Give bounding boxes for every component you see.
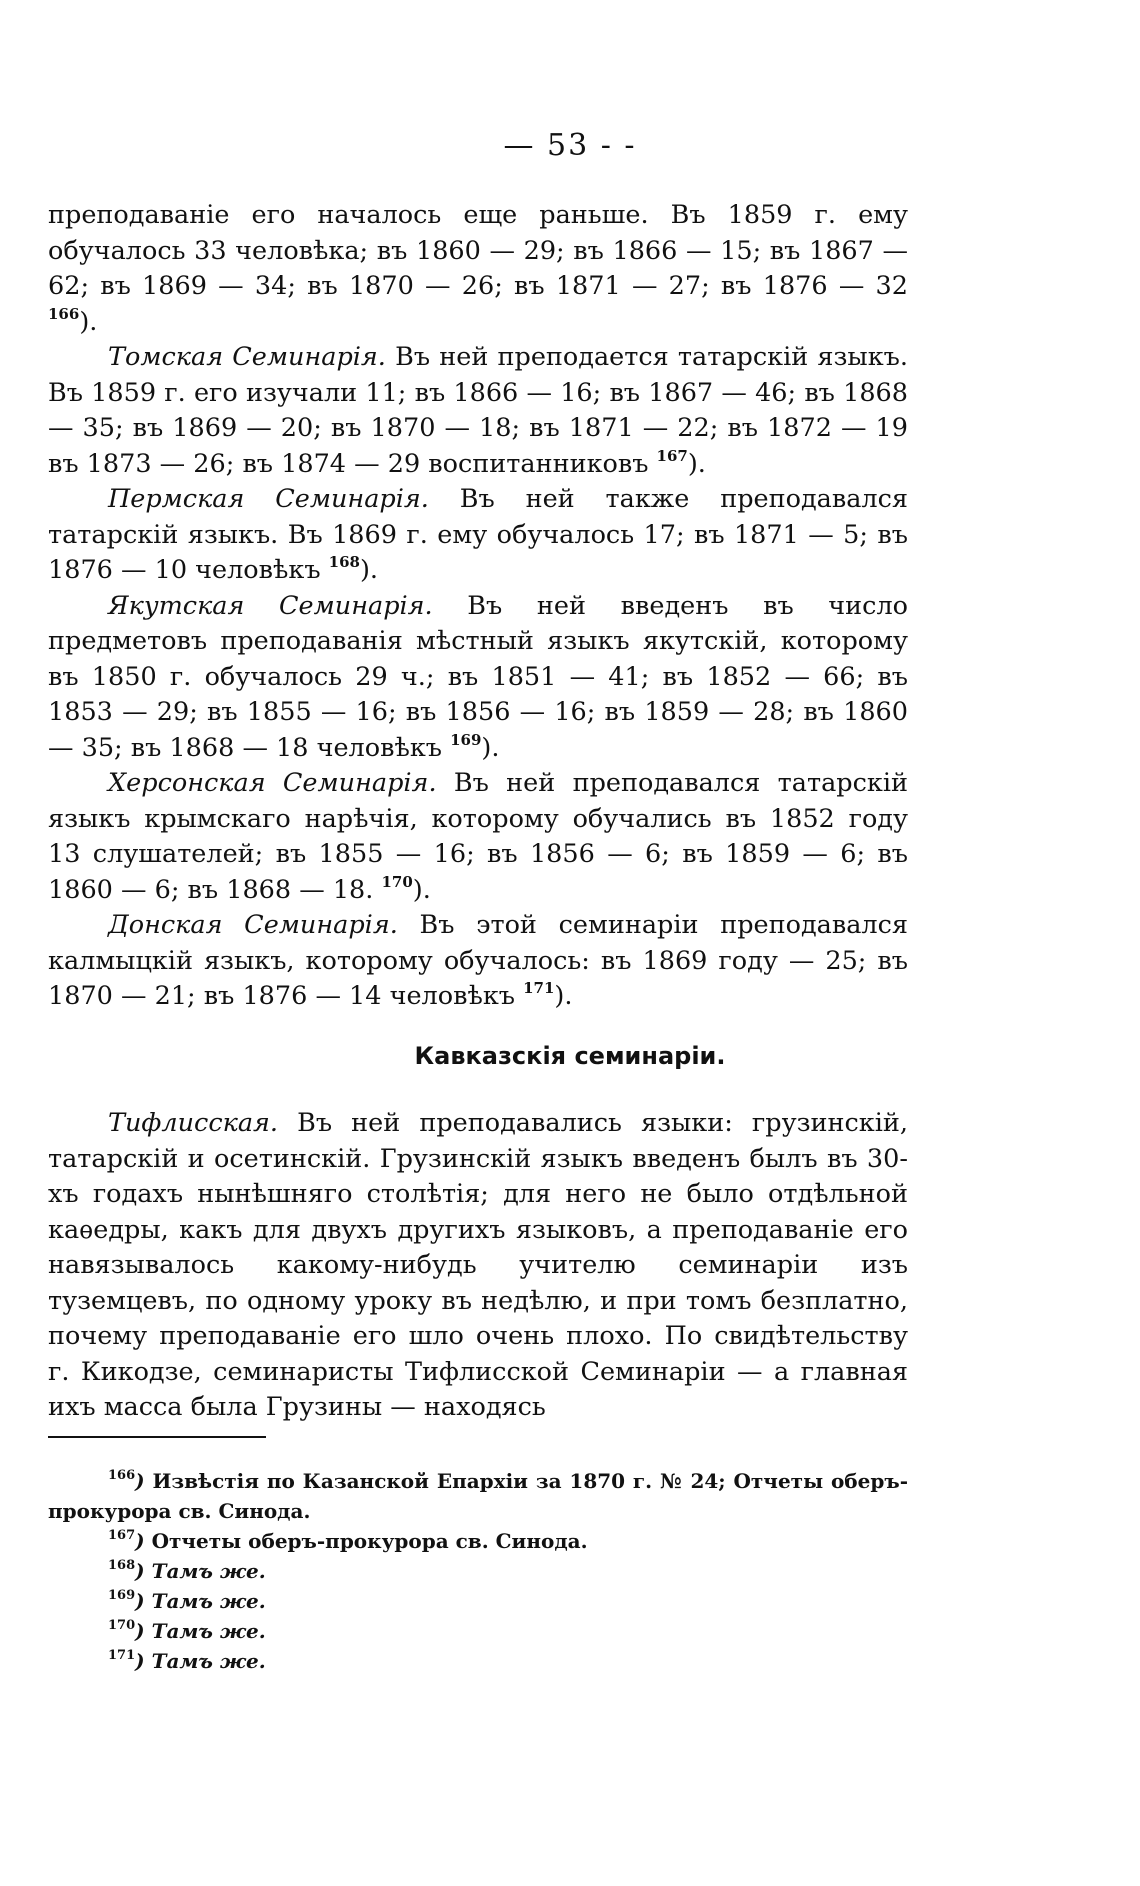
paragraph-text: Въ ней преподавался татарскiй языкъ крымскаго нарѣчiя, которому обучались въ 1852 году 13 слушателей; въ 1855 — 16; въ 1856 — 6; въ 1859 — 6; въ 1860 — 6; въ 1868 — 18. — [48, 768, 908, 905]
paragraph-text: Въ ней преподавались языки: грузинскiй, татарскiй и осетинскiй. Грузинскiй языкъ введенъ былъ въ 30-хъ годахъ нынѣшняго столѣтiя; для него не было отдѣльной каѳедры, какъ для двухъ другихъ языковъ, а преподаванiе его навязывалось какому-нибудь учителю семинарiи изъ туземцевъ, по одному уроку въ недѣлю, и при томъ безплатно, почему преподаванiе его шло очень плохо. По свидѣтельству г. Кикодзе, семинаристы Тифлисской Семинарiи — а главная ихъ масса была Грузины — находясь — [48, 1108, 908, 1422]
seminary-title: Тифлисская. — [108, 1108, 279, 1138]
footnote-ref[interactable]: 167 — [656, 446, 688, 465]
seminary-title: Донская Семинарiя. — [108, 910, 398, 940]
footnote-divider — [48, 1436, 266, 1438]
footnote-number: 170 — [108, 1618, 136, 1633]
footnote-bracket: ) — [135, 1649, 145, 1673]
footnote — [48, 1616, 908, 1646]
paragraph — [48, 766, 908, 908]
footnote-number: 169 — [108, 1588, 136, 1603]
footnote-text: Тамъ же. — [144, 1589, 266, 1613]
paragraph-text: преподаванiе его началось еще раньше. Въ 1859 г. ему обучалось 33 человѣка; въ 1860 — 29; въ 1866 — 15; въ 1867 — 62; въ 1869 — 34; въ 1870 — 26; въ 1871 — 27; въ 1876 — 32 — [48, 200, 908, 301]
footnote — [48, 1556, 908, 1586]
section-text — [48, 1106, 908, 1426]
paragraph-end: ). — [554, 981, 573, 1011]
seminary-title: Херсонская Семинарiя. — [108, 768, 437, 798]
page-number: — 53 - - — [503, 128, 637, 163]
paragraph — [48, 198, 908, 340]
paragraph-end: ). — [481, 732, 500, 763]
footnote-ref[interactable]: 170 — [381, 872, 413, 891]
paragraph-text: Въ этой семинарiи преподавался калмыцкiй языкъ, которому обучалось: въ 1869 году — 25; въ 1870 — 21; въ 1876 — 14 человѣкъ — [48, 910, 909, 1011]
footnote-bracket: ) — [135, 1529, 145, 1553]
paragraph-text: Въ ней также преподавался татарскiй языкъ. Въ 1869 г. ему обучалось 17; въ 1871 — 5; въ 1876 — 10 человѣкъ — [48, 484, 908, 585]
paragraph — [48, 908, 908, 1015]
footnote-bracket: ) — [135, 1559, 145, 1583]
footnote-bracket: ) — [135, 1589, 145, 1613]
seminary-title: Пермская Семинарiя. — [108, 484, 429, 514]
footnote-bracket: ) — [135, 1469, 145, 1493]
footnote-ref[interactable]: 166 — [48, 304, 80, 323]
footnote-ref[interactable]: 168 — [328, 553, 360, 571]
footnote — [48, 1586, 908, 1616]
seminary-title: Якутская Семинарiя. — [108, 590, 433, 621]
paragraph — [48, 589, 908, 767]
footnote — [48, 1646, 908, 1676]
paragraph-end: ). — [412, 874, 431, 905]
section-heading: Кавказскiя семинарiи. — [414, 1042, 726, 1070]
paragraph — [48, 340, 908, 482]
footnote-text: Извѣстiя по Казанской Епархiи за 1870 г. № 24; Отчеты оберъ-прокурора св. Синода. — [48, 1469, 908, 1523]
footnote-text: Отчеты оберъ-прокурора св. Синода. — [144, 1529, 588, 1553]
footnote-bracket: ) — [135, 1619, 145, 1643]
paragraph-text: Въ ней преподается татарскiй языкъ. Въ 1859 г. его изучали 11; въ 1866 — 16; въ 1867 — 46; въ 1868 — 35; въ 1869 — 20; въ 1870 — 18; въ 1871 — 22; въ 1872 — 19 въ 1873 — 26; въ 1874 — 29 воспитанниковъ — [48, 342, 908, 479]
footnote-text: Тамъ же. — [144, 1559, 266, 1583]
paragraph-end: ). — [359, 555, 379, 585]
footnote-number: 171 — [108, 1648, 136, 1663]
main-text — [48, 198, 908, 1015]
footnote — [48, 1526, 908, 1556]
footnote-number: 168 — [108, 1558, 136, 1573]
footnote-number: 167 — [108, 1528, 136, 1543]
footnote-ref[interactable]: 169 — [450, 730, 482, 749]
paragraph — [48, 482, 908, 589]
footnotes — [48, 1466, 908, 1676]
paragraph-end: ). — [79, 306, 98, 337]
footnote — [48, 1466, 908, 1526]
paragraph — [48, 1106, 908, 1426]
paragraph-end: ). — [687, 448, 706, 479]
footnote-number: 166 — [108, 1468, 136, 1483]
footnote-ref[interactable]: 171 — [523, 979, 555, 997]
paragraph-text: Въ ней введенъ въ число предметовъ преподаванiя мѣстный языкъ якутскiй, которому въ 1850 г. обучалось 29 ч.; въ 1851 — 41; въ 1852 — 66; въ 1853 — 29; въ 1855 — 16; въ 1856 — 16; въ 1859 — 28; въ 1860 — 35; въ 1868 — 18 человѣкъ — [48, 590, 908, 763]
footnote-text: Тамъ же. — [144, 1619, 266, 1643]
seminary-title: Томская Семинарiя. — [108, 342, 386, 372]
footnote-text: Тамъ же. — [144, 1649, 266, 1673]
